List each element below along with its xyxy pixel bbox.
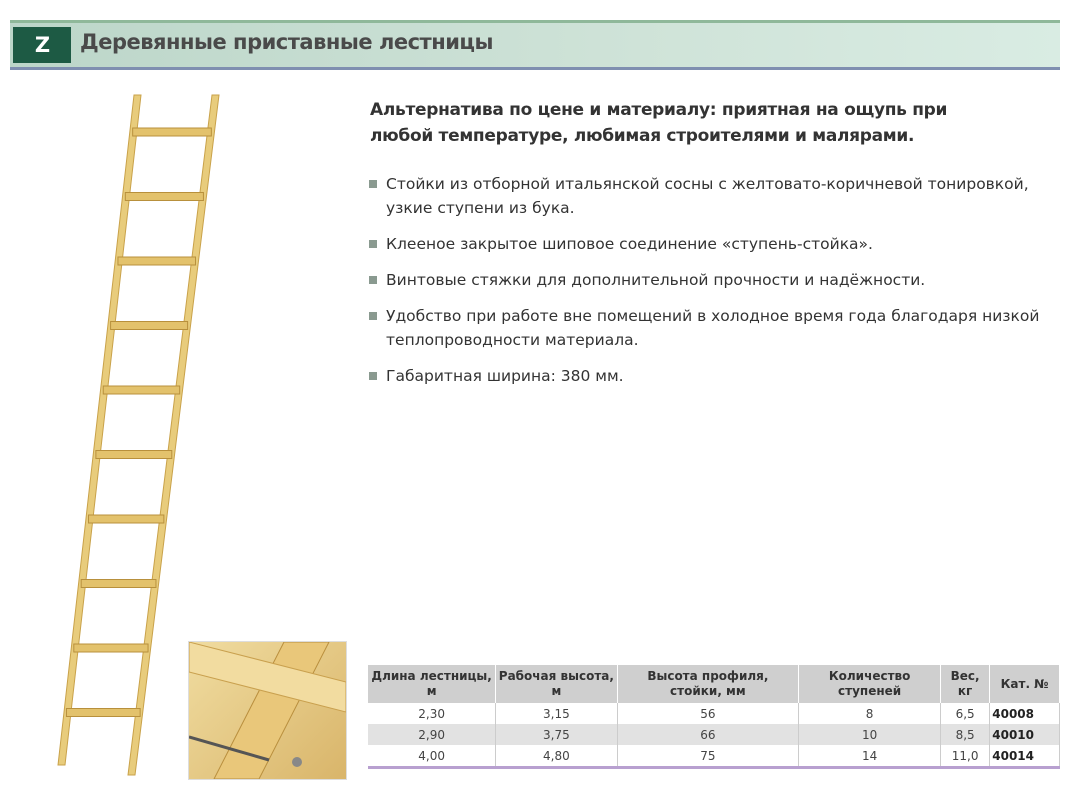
col-working-height: Рабочая высота, м bbox=[496, 665, 617, 703]
cell: 14 bbox=[799, 745, 941, 768]
feature-item: Клееное закрытое шиповое соединение «ступень-стойка». bbox=[368, 232, 1058, 256]
section-header bbox=[10, 20, 1060, 93]
table-row bbox=[368, 703, 1060, 724]
cell: 40010 bbox=[990, 724, 1060, 745]
table-row bbox=[368, 745, 1060, 768]
table-row bbox=[368, 724, 1060, 745]
lead-text: Альтернатива по цене и материалу: приятная на ощупь при любой температуре, любимая строителями и малярами. bbox=[370, 100, 948, 146]
page-title: Деревянные приставные лестницы bbox=[80, 30, 493, 54]
feature-item: Винтовые стяжки для дополнительной прочности и надёжности. bbox=[368, 268, 1058, 292]
ladder-rung bbox=[103, 386, 179, 394]
cell: 3,15 bbox=[496, 703, 617, 724]
feature-item: Габаритная ширина: 380 мм. bbox=[368, 364, 1058, 388]
table-header-row bbox=[368, 665, 1060, 703]
ladder-rung bbox=[89, 515, 164, 523]
col-profile-height: Высота профиля, стойки, мм bbox=[617, 665, 799, 703]
col-steps: Количество ступеней bbox=[799, 665, 941, 703]
cell: 6,5 bbox=[941, 703, 990, 724]
cell: 8 bbox=[799, 703, 941, 724]
col-length: Длина лестницы, м bbox=[368, 665, 496, 703]
ladder-rung bbox=[81, 580, 156, 588]
cell: 40008 bbox=[990, 703, 1060, 724]
feature-list bbox=[368, 172, 1058, 400]
ladder-rung bbox=[133, 128, 212, 136]
joint-closeup-photo bbox=[188, 641, 347, 780]
ladder-rung bbox=[66, 709, 140, 717]
cell: 10 bbox=[799, 724, 941, 745]
cell: 56 bbox=[617, 703, 799, 724]
ladder-rung bbox=[111, 322, 188, 330]
specs-table bbox=[368, 665, 1060, 769]
cell: 4,00 bbox=[368, 745, 496, 768]
cell: 11,0 bbox=[941, 745, 990, 768]
ladder-rung bbox=[118, 257, 196, 265]
ladder-rung bbox=[74, 644, 148, 652]
cell: 2,30 bbox=[368, 703, 496, 724]
col-weight: Вес, кг bbox=[941, 665, 990, 703]
feature-item: Стойки из отборной итальянской сосны с желтовато-коричневой тонировкой, узкие ступени из бука. bbox=[368, 172, 1058, 220]
product-code-badge: Z 600 bbox=[13, 27, 71, 63]
cell: 8,5 bbox=[941, 724, 990, 745]
cell: 3,75 bbox=[496, 724, 617, 745]
ladder-rung bbox=[125, 193, 203, 201]
col-cat-no: Кат. № bbox=[990, 665, 1060, 703]
cell: 75 bbox=[617, 745, 799, 768]
cell: 4,80 bbox=[496, 745, 617, 768]
feature-item: Удобство при работе вне помещений в холодное время года благодаря низкой теплопроводности материала. bbox=[368, 304, 1058, 352]
cell: 40014 bbox=[990, 745, 1060, 768]
cell: 2,90 bbox=[368, 724, 496, 745]
cell: 66 bbox=[617, 724, 799, 745]
ladder-rung bbox=[96, 451, 172, 459]
